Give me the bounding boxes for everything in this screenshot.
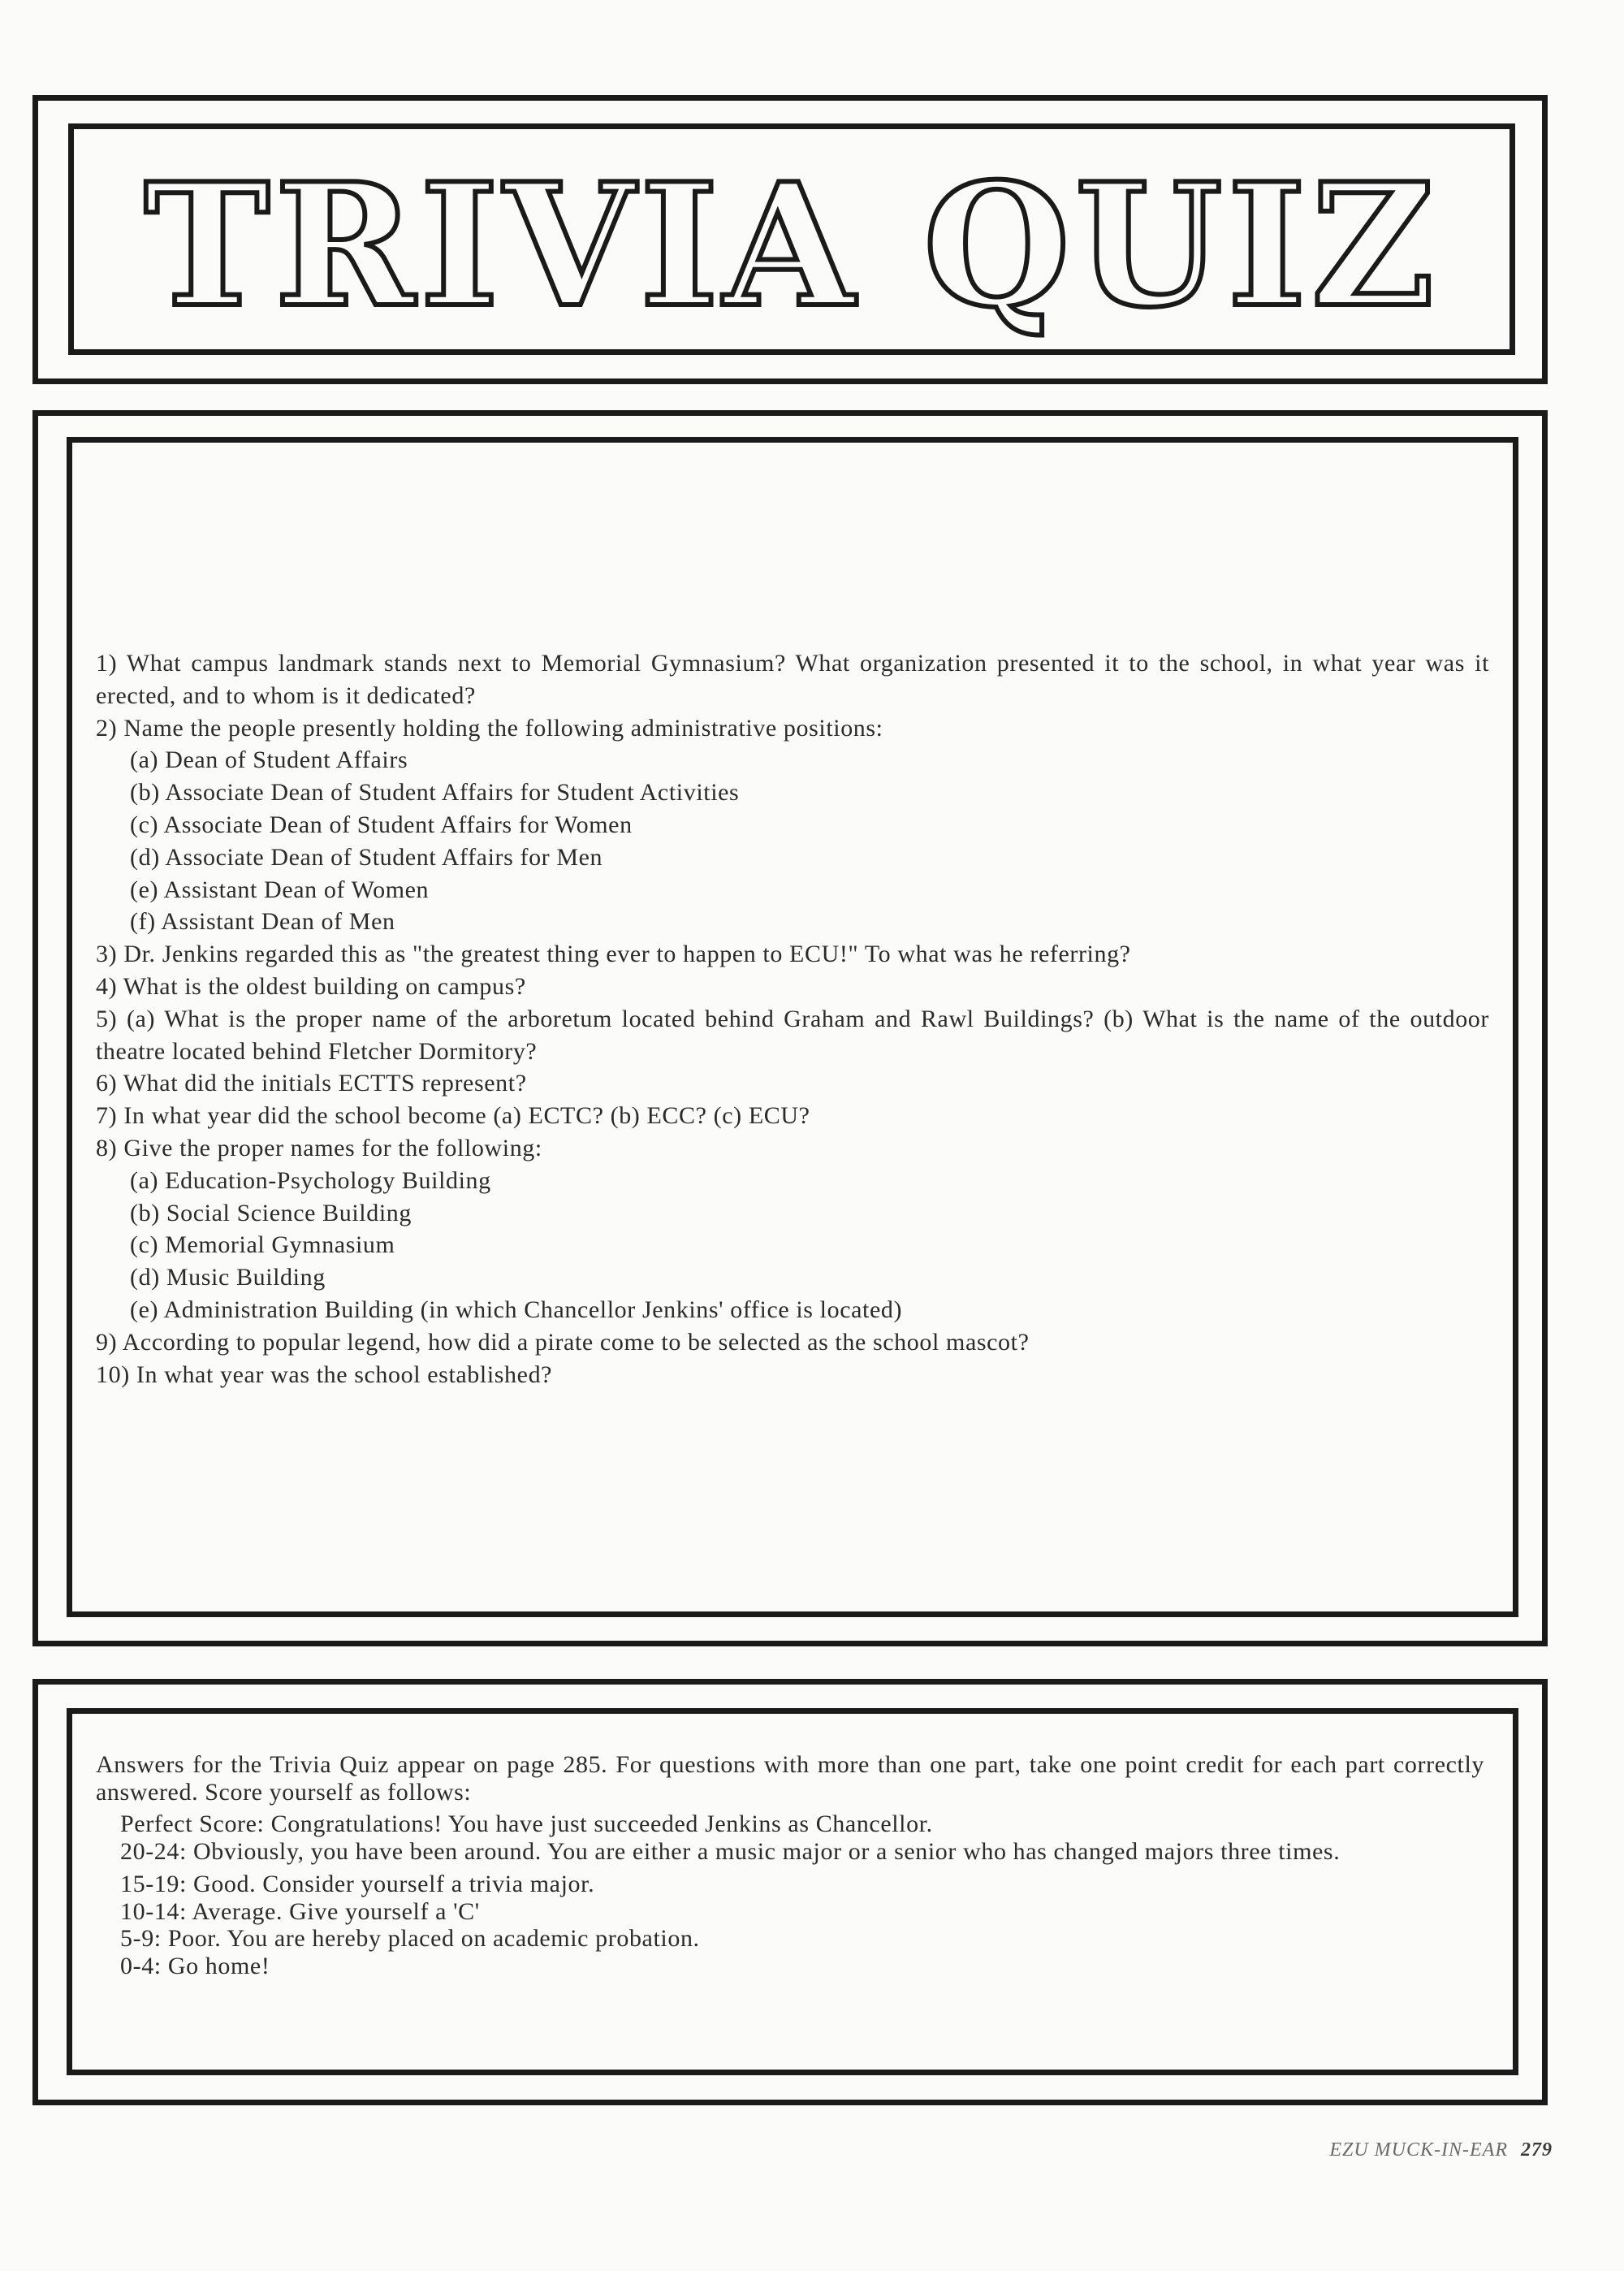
question-2-subitem: (d) Associate Dean of Student Affairs for Men	[130, 843, 603, 871]
question-2: 2) Name the people presently holding the following administrative positions:	[96, 714, 883, 742]
score-level: 0-4: Go home!	[120, 1952, 270, 1979]
page-title: TRIVIA QUIZ	[144, 147, 1440, 345]
question-2-subitem: (f) Assistant Dean of Men	[130, 908, 395, 936]
score-level: 10-14: Average. Give yourself a 'C'	[120, 1897, 480, 1925]
question-2-subitem: (b) Associate Dean of Student Affairs for Student Activities	[130, 779, 740, 807]
question-4: 4) What is the oldest building on campus?	[96, 972, 526, 1000]
question-8-subitem: (d) Music Building	[130, 1264, 326, 1291]
question-8-subitem: (b) Social Science Building	[130, 1199, 412, 1226]
question-2-subitem: (a) Dean of Student Affairs	[130, 746, 408, 774]
question-5: 5) (a) What is the proper name of the arboretum located behind Graham and Rawl Buildings? (b) What is the name of the outdoor theatre located behind Fletcher Dormitory?	[96, 1005, 1489, 1065]
score-level: 15-19: Good. Consider yourself a trivia major.	[120, 1871, 595, 1897]
question-10: 10) In what year was the school established?	[96, 1360, 553, 1388]
publication-name: EZU MUCK-IN-EAR	[1329, 2139, 1508, 2161]
question-6: 6) What did the initials ECTTS represent?	[96, 1070, 527, 1097]
score-level: 20-24: Obviously, you have been around. You are either a music major or a senior who has changed majors three times.	[120, 1837, 1341, 1865]
question-list	[96, 647, 1489, 1391]
page-footer	[1329, 2139, 1553, 2161]
question-2-subitem: (e) Assistant Dean of Women	[130, 876, 430, 903]
question-8-subitem: (e) Administration Building (in which Chancellor Jenkins' office is located)	[130, 1296, 903, 1323]
score-level: Perfect Score: Congratulations! You have just succeeded Jenkins as Chancellor.	[120, 1810, 933, 1837]
question-8-subitem: (a) Education-Psychology Building	[130, 1166, 491, 1194]
question-8-subitem: (c) Memorial Gymnasium	[130, 1231, 395, 1259]
question-9: 9) According to popular legend, how did a pirate come to be selected as the school mascot?	[96, 1328, 1030, 1356]
scoring-guide	[96, 1751, 1484, 1979]
title-frame-inner	[68, 123, 1515, 355]
page-number: 279	[1521, 2139, 1553, 2161]
question-2-subitem: (c) Associate Dean of Student Affairs for Women	[130, 811, 633, 838]
question-3: 3) Dr. Jenkins regarded this as "the greatest thing ever to happen to ECU!" To what was he referring?	[96, 941, 1131, 968]
question-8: 8) Give the proper names for the following:	[96, 1134, 542, 1161]
score-level: 5-9: Poor. You are hereby placed on academic probation.	[120, 1925, 700, 1952]
question-1: 1) What campus landmark stands next to Memorial Gymnasium? What organization presented it to the school, in what year was it erected, and to whom is it dedicated?	[96, 650, 1490, 709]
question-7: 7) In what year did the school become (a) ECTC? (b) ECC? (c) ECU?	[96, 1102, 810, 1130]
scoring-intro: Answers for the Trivia Quiz appear on page 285. For questions with more than one part, take one point credit for each part correctly answered. Score yourself as follows:	[96, 1751, 1484, 1806]
